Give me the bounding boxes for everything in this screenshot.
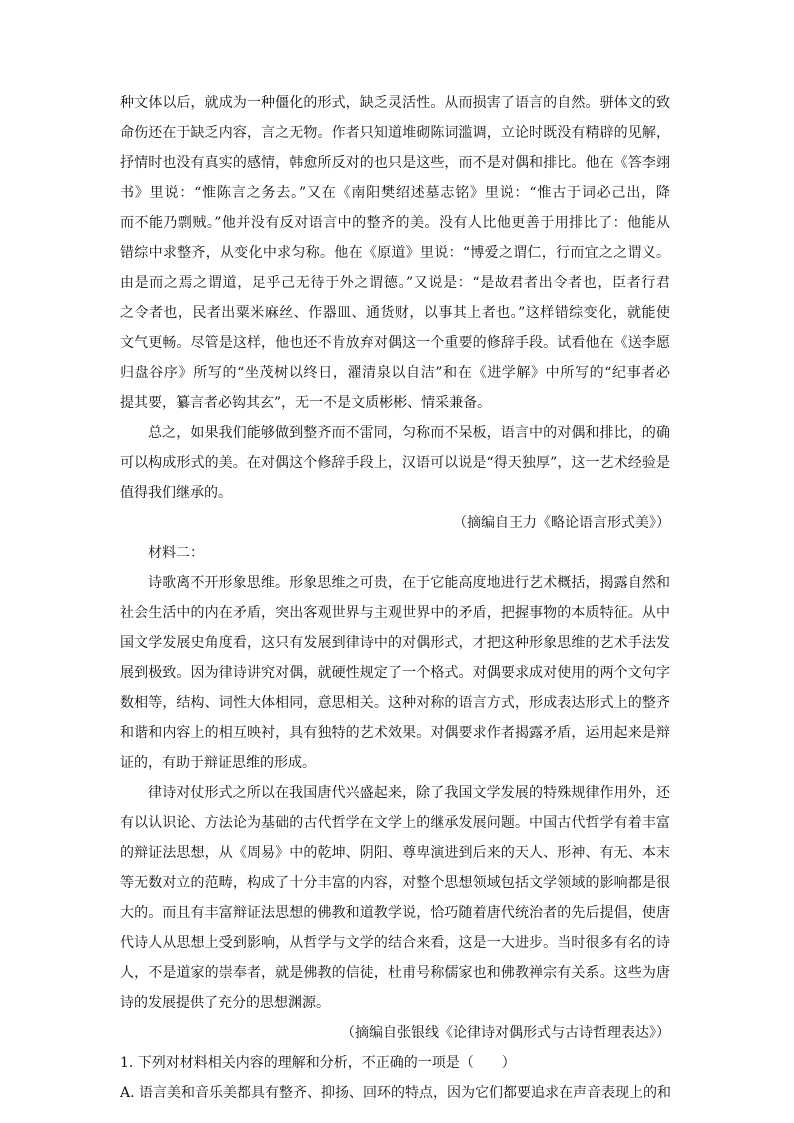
- text-line: 展到极致。因为律诗讲究对偶，就硬性规定了一个格式。对偶要求成对使用的两个文句字: [120, 665, 670, 681]
- text-line: 值得我们继承的。: [120, 485, 232, 501]
- text-line: 证的，有助于辩证思维的形成。: [120, 755, 316, 771]
- answer-option-a: A. 语言美和音乐美都具有整齐、抑扬、回环的特点，因为它们都要追求在声音表现上的和: [120, 1085, 672, 1101]
- text-line: 有以认识论、方法论为基础的古代哲学在文学上的继承发展问题。中国古代哲学有着丰富: [120, 815, 670, 831]
- text-line: 由是而之焉之谓道，足乎己无待于外之谓德。”又说是：“是故君者出令者也，臣者行君: [120, 275, 670, 291]
- text-line: 文气更畅。尽管是这样，他也还不肯放弃对偶这一个重要的修辞手段。试看他在《送李愿: [120, 335, 670, 351]
- paragraph-first-line: 律诗对仗形式之所以在我国唐代兴盛起来，除了我国文学发展的特殊规律作用外，还: [148, 785, 670, 801]
- text-line: 诗的发展提供了充分的思想渊源。: [120, 995, 330, 1011]
- text-line: 书》里说：“惟陈言之务去。”又在《南阳樊绍述墓志铭》里说：“惟古于词必己出，降: [120, 185, 670, 201]
- text-line: 可以构成形式的美。在对偶这个修辞手段上，汉语可以说是“得天独厚”，这一艺术经验是: [120, 455, 670, 471]
- section-heading: 材料二：: [148, 545, 204, 561]
- question-stem: 1. 下列对材料相关内容的理解和分析，不正确的一项是（ ）: [120, 1055, 516, 1071]
- text-line: 国文学发展史角度看，这只有发展到律诗中的对偶形式，才把这种形象思维的艺术手法发: [120, 635, 670, 651]
- text-line: 数相等，结构、词性大体相同，意思相关。这种对称的语言方式，形成表达形式上的整齐: [120, 695, 670, 711]
- source-citation: （摘编自王力《略论语言形式美》）: [453, 515, 670, 531]
- text-line: 而不能乃剽贼。”他并没有反对语言中的整齐的美。没有人比他更善于用排比了：他能从: [120, 215, 670, 231]
- text-line: 代诗人从思想上受到影响，从哲学与文学的结合来看，这是一大进步。当时很多有名的诗: [120, 935, 670, 951]
- text-line: 种文体以后，就成为一种僵化的形式，缺乏灵活性。从而损害了语言的自然。骈体文的致: [120, 95, 670, 111]
- text-line: 之令者也，民者出粟米麻丝、作器皿、通货财，以事其上者也。”这样错综变化，就能使: [120, 305, 670, 321]
- text-line: 大的。而且有丰富辩证法思想的佛教和道教学说，恰巧随着唐代统治者的先后提倡，使唐: [120, 905, 670, 921]
- text-line: 提其要，纂言者必钩其玄”，无一不是文质彬彬、情采兼备。: [120, 395, 492, 411]
- text-line: 和谐和内容上的相互映衬，具有独特的艺术效果。对偶要求作者揭露矛盾，运用起来是辩: [120, 725, 670, 741]
- text-line: 归盘谷序》所写的“坐茂树以终日，濯清泉以自洁”和在《进学解》中所写的“纪事者必: [120, 365, 670, 381]
- text-line: 命伤还在于缺乏内容，言之无物。作者只知道堆砌陈词滥调，立论时既没有精辟的见解，: [120, 125, 670, 141]
- paragraph-first-line: 总之，如果我们能够做到整齐而不雷同，匀称而不呆板，语言中的对偶和排比，的确: [148, 425, 670, 441]
- text-line: 抒情时也没有真实的感情，韩愈所反对的也只是这些，而不是对偶和排比。他在《答李翊: [120, 155, 670, 171]
- text-line: 人，不是道家的崇奉者，就是佛教的信徒，杜甫号称儒家也和佛教禅宗有关系。这些为唐: [120, 965, 670, 981]
- source-citation: （摘编自张银线《论律诗对偶形式与古诗哲理表达》）: [341, 1025, 670, 1041]
- paragraph-first-line: 诗歌离不开形象思维。形象思维之可贵，在于它能高度地进行艺术概括，揭露自然和: [148, 575, 670, 591]
- text-line: 的辩证法思想，从《周易》中的乾坤、阴阳、尊卑演进到后来的天人、形神、有无、本末: [120, 845, 670, 861]
- text-line: 社会生活中的内在矛盾，突出客观世界与主观世界中的矛盾，把握事物的本质特征。从中: [120, 605, 670, 621]
- text-line: 错综中求整齐，从变化中求匀称。他在《原道》里说：“博爱之谓仁，行而宜之之谓义。: [120, 245, 670, 261]
- text-line: 等无数对立的范畴，构成了十分丰富的内容，对整个思想领域包括文学领域的影响都是很: [120, 875, 670, 891]
